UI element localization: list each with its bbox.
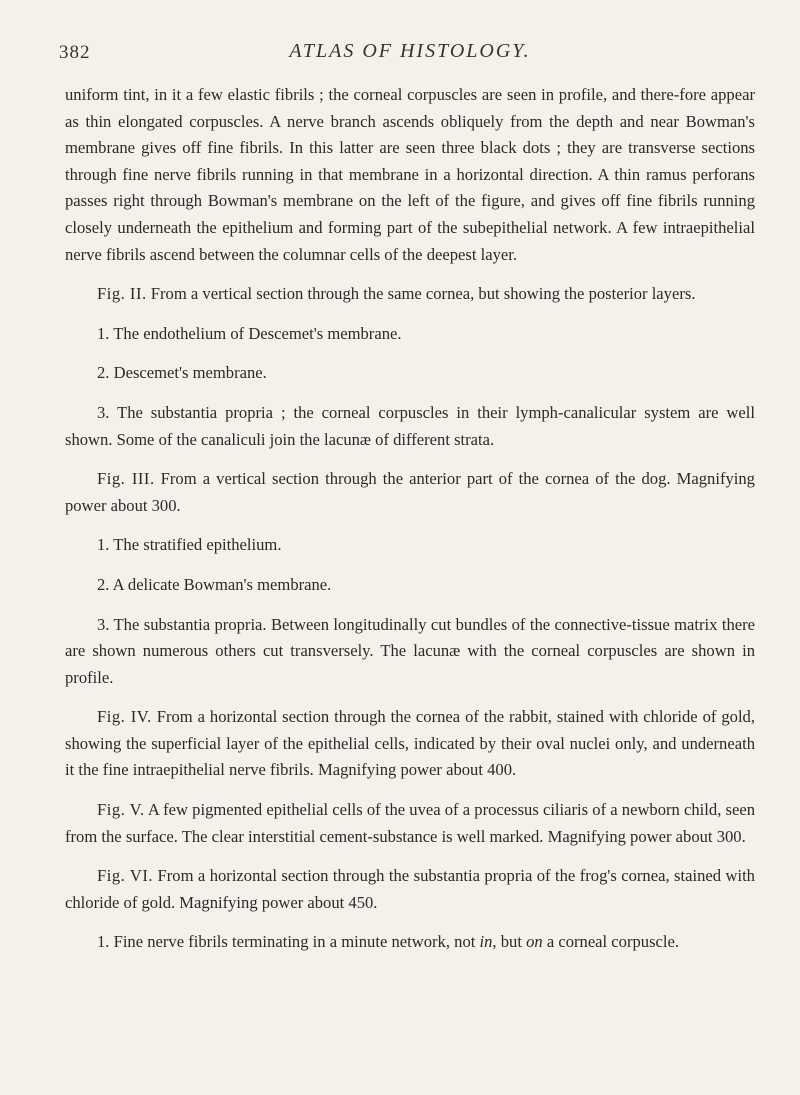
list-item: 3. The substantia propria. Between longitudinally cut bundles of the connective-tissue matrix there are shown numerous others cut transversely. The lacunæ with the corneal corpuscles are shown in profile. bbox=[65, 614, 755, 687]
body-text bbox=[65, 82, 755, 956]
figure-caption-fig-6 bbox=[65, 863, 755, 916]
figure-caption-text: From a horizontal section through the substantia propria of the frog's cornea, stained with chloride of gold. Magnifying power about 450. bbox=[65, 866, 755, 912]
figure-caption-fig-5 bbox=[65, 797, 755, 850]
figure-label: Fig. VI. bbox=[97, 866, 154, 886]
list-item: 1. The stratified epithelium. bbox=[97, 535, 282, 555]
list-item: 2. A delicate Bowman's membrane. bbox=[97, 574, 332, 594]
figure-label: Fig. II. bbox=[97, 284, 147, 304]
page-header bbox=[59, 38, 755, 82]
figure-caption-text: From a horizontal section through the cornea of the rabbit, stained with chloride of gold, showing the superficial layer of the epithelial cells, indicated by their oval nuclei only, and underneath it the fine intraepithelial nerve fibrils. Magnifying power about 400. bbox=[65, 707, 756, 780]
figure-caption-text: From a vertical section through the same cornea, but showing the posterior layers. bbox=[146, 284, 696, 304]
list-item: 2. Descemet's membrane. bbox=[97, 363, 267, 383]
figure-caption-fig-3 bbox=[65, 466, 755, 519]
figure-caption-text: From a vertical section through the anterior part of the cornea of the dog. Magnifying power about 300. bbox=[65, 469, 755, 515]
figure-label: Fig. III. bbox=[97, 469, 155, 489]
list-item-text: a corneal corpuscle. bbox=[542, 932, 680, 952]
figure-caption-fig-2 bbox=[65, 281, 755, 308]
page-number: 382 bbox=[59, 42, 91, 63]
figure-caption-fig-4 bbox=[65, 704, 755, 784]
figure-label: Fig. IV. bbox=[97, 707, 152, 727]
list-item bbox=[65, 929, 755, 956]
figure-caption-text: A few pigmented epithelial cells of the uvea of a processus ciliaris of a newborn child, seen from the surface. The clear interstitial cement-substance is well marked. Magnifying power about 300. bbox=[65, 800, 755, 846]
list-item: 1. The endothelium of Descemet's membrane. bbox=[97, 323, 402, 343]
paragraph-continuation: uniform tint, in it a few elastic fibrils ; the corneal corpuscles are seen in profile, and there-fore appear as thin elongated corpuscles. A nerve branch ascends obliquely from the depth and near Bowman's membrane gives off fine fibrils. In this latter are seen three black dots ; they are transverse sections through fine nerve fibrils running in that membrane in a horizontal direction. A thin ramus perforans passes right through Bowman's membrane on the left of the figure, and gives off fine fibrils running closely underneath the epithelium and forming part of the subepithelial network. A few intraepithelial nerve fibrils ascend between the columnar cells of the deepest layer. bbox=[65, 85, 755, 264]
list-item-text: 1. Fine nerve fibrils terminating in a minute network, not bbox=[97, 932, 480, 952]
list-item-text: , but bbox=[492, 932, 527, 952]
list-item: 3. The substantia propria ; the corneal corpuscles in their lymph-canalicular system are well shown. Some of the canaliculi join the lacunæ of different strata. bbox=[65, 402, 755, 449]
book-page bbox=[59, 38, 756, 956]
emphasis-in: in bbox=[479, 932, 493, 952]
emphasis-on: on bbox=[526, 932, 543, 952]
figure-label: Fig. V. bbox=[97, 800, 145, 820]
running-title: ATLAS OF HISTOLOGY. bbox=[289, 40, 531, 62]
